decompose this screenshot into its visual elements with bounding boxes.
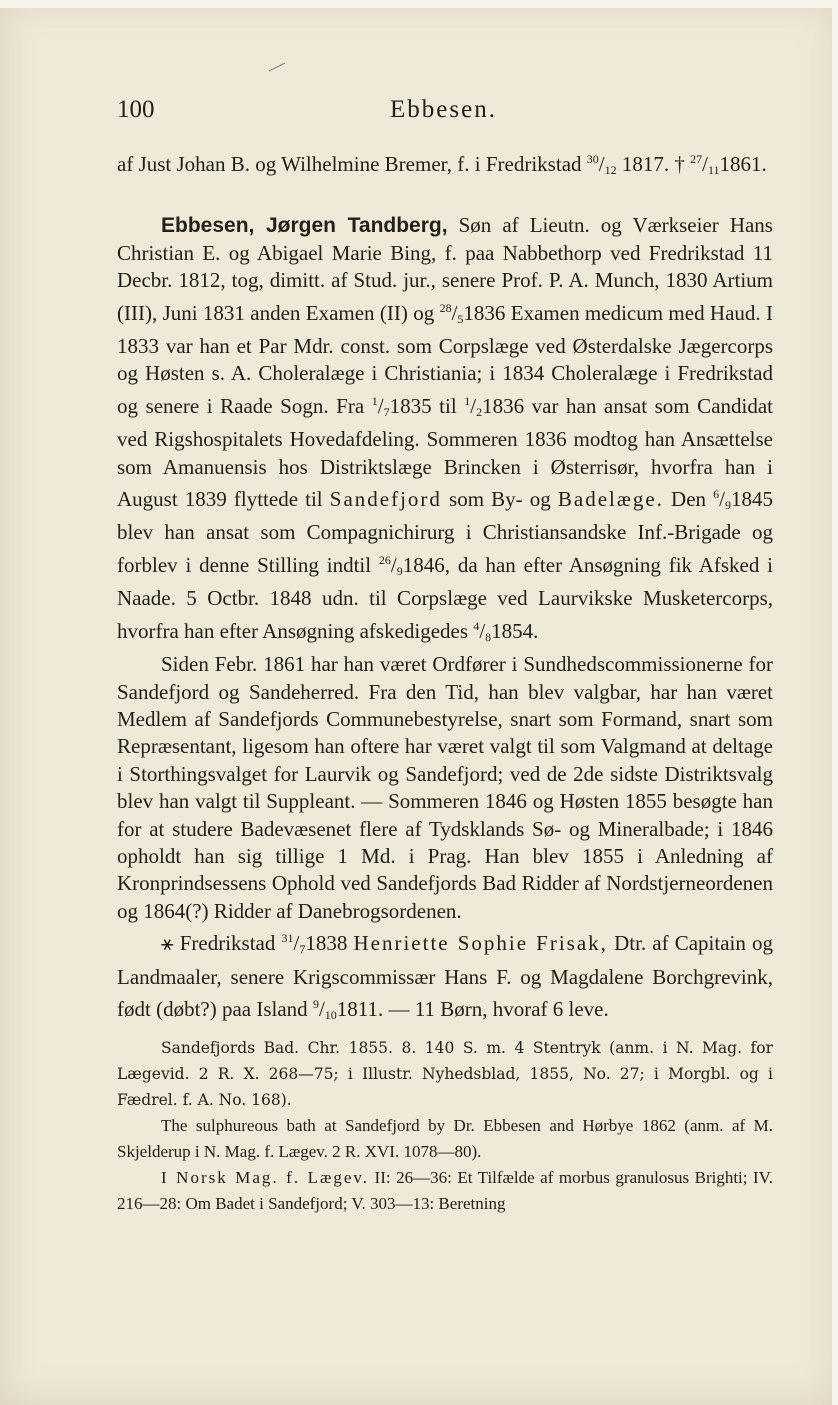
entry-paragraph-2: Siden Febr. 1861 har han været Ordfører i Sundhedscommissionerne for Sandefjord og Sandeherred. Fra den Tid, han blev valgbar, har han været Medlem af Sandefjords Communebestyrelse, snart som Formand, snart som Repræsentant, ligesom han oftere har været valgt til som Valgmand at deltage i Storthingsvalget for Laurvik og Sandefjord; ved de 2de sidste Distriktsvalg blev han valgt til Suppleant. — Sommeren 1846 og Høsten 1855 besøgte han for at studere Badevæsenet flere af Tydsklands Sø- og Mineralbade; i 1846 opholdt han sig tillige 1 Md. i Prag. Han blev 1855 i Anledning af Kronprindsessens Ophold ved Sandefjords Bad Ridder af Nordstjerneordenen og 1864(?) Ridder af Danebrogsordenen. — [117, 652, 773, 923]
spaced-place: Sandefjord — [329, 487, 442, 512]
bibliography — [117, 1035, 773, 1217]
page-number: 100 — [117, 96, 155, 123]
continued-paragraph: af Just Johan B. og Wilhelmine Bremer, f. i Fredrikstad $^{30}/_{12}$ 1817. † $^{27}/_{11}1861$. — [117, 152, 767, 177]
page-right-edge — [832, 0, 838, 1405]
page-top-edge — [0, 0, 838, 8]
entry-paragraph-1: Ebbesen, Jørgen Tandberg, Søn af Lieutn. og Værkseier Hans Christian E. og Abigael Marie Bing, f. paa Nabbethorp ved Fredrikstad 11 Decbr. 1812, tog, dimitt. af Stud. jur., senere Prof. P. A. Munch, 1830 Artium (III), Juni 1831 anden Examen (II) og $^{28}/_51836$ Examen medicum med Haud. I 1833 var han et Par Mdr. const. som Corpslæge ved Østerdalske Jægercorps og Høsten s. A. Choleralæge i Christiania; i 1834 Choleralæge i Fredrikstad og senere i Raade Sogn. Fra $^1/_71835$ til $^1/_21836$ var han ansat som Candidat ved Rigshospitalets Hovedafdeling. Sommeren 1836 modtog han Ansættelse som Amanuensis hos Distriktslæge Brincken i Østerrisør, hvorfra han i August 1839 flyttede til Sandefjord som By- og Badelæge. Den $^6/_91845$ blev han ansat som Compagnichirurg i Christiansandske Inf.-Brigade og forblev i denne Stilling indtil $^{26}/_91846$, da han efter Ansøgning fik Afsked i Naade. 5 Octbr. 1848 udn. til Corpslæge ved Laurvikske Musketercorps, hvorfra han efter Ansøgning afskedigedes $^4/_81854$. — [117, 213, 774, 644]
pencil-mark — [268, 62, 286, 72]
running-title: Ebbesen. — [390, 96, 497, 123]
reference-item: Sandefjords Bad. Chr. 1855. 8. 140 S. m. 4 Stentryk (anm. i N. Mag. for Lægevid. 2 R. X. 268—75; i Illustr. Nyhedsblad, 1855, No. 27; i Morgbl. og i Fædrel. f. A. No. 168). — [117, 1039, 773, 1110]
entry-paragraph-3: ⚹ Fredrikstad $^{31}/_71838$ Henriette Sophie Frisak, Dtr. af Capitain og Landmaaler, senere Krigscommissær Hans F. og Magdalene Borchgrevink, født (døbt?) paa Island $^9/_{10}1811$. — 11 Børn, hvoraf 6 leve. — [117, 931, 773, 1022]
reference-item: I Norsk Mag. f. Lægev. II: 26—36: Et Tilfælde af morbus granulosus Brighti; IV. 216—28: Om Badet i Sandefjord; V. 303—13: Beretning — [117, 1168, 774, 1214]
spaced-title: Badelæge. — [557, 487, 664, 512]
spouse-name: Henriette Sophie Frisak, — [353, 931, 608, 956]
main-text — [117, 146, 773, 1217]
reference-item: The sulphureous bath at Sandefjord by Dr. Ebbesen and Hørbye 1862 (anm. af M. Skjelderup i N. Mag. f. Lægev. 2 R. XVI. 1078—80). — [117, 1116, 773, 1162]
entry-headword: Ebbesen, Jørgen Tandberg, — [161, 214, 448, 238]
page-header — [117, 96, 757, 136]
